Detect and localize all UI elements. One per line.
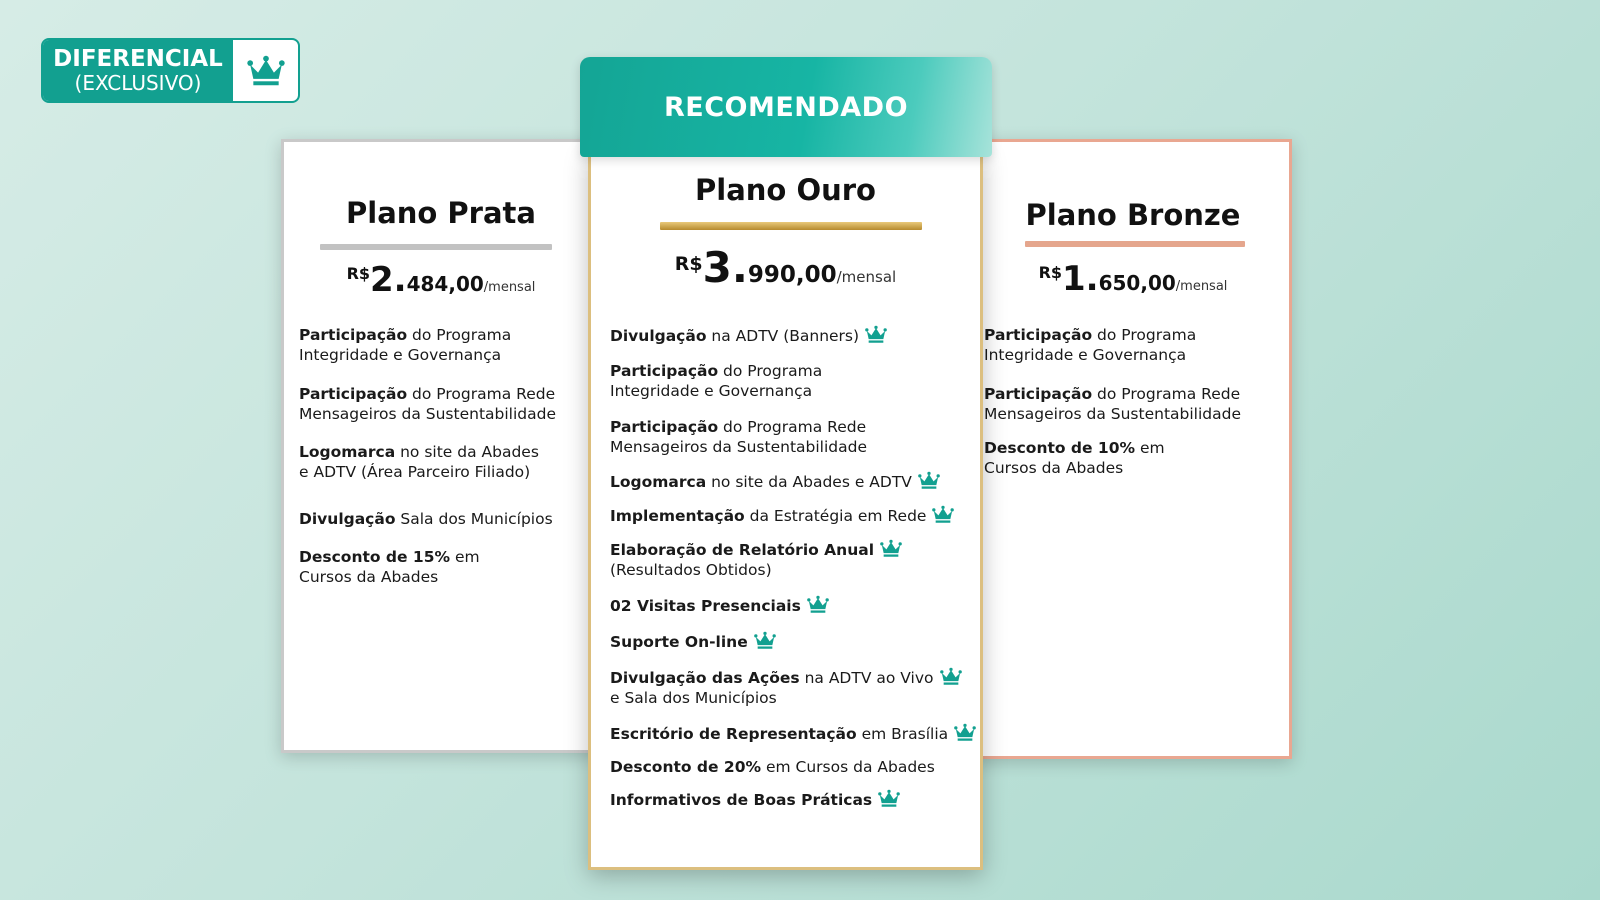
feature-item — [299, 547, 480, 587]
feature-text: em — [450, 548, 480, 566]
feature-text: da Estratégia em Rede — [744, 507, 927, 525]
plan-price — [591, 243, 980, 292]
plan-divider — [320, 244, 552, 250]
crown-icon — [880, 539, 902, 558]
feature-item — [610, 595, 829, 616]
feature-line — [610, 667, 962, 688]
crown-icon — [807, 595, 829, 614]
price-period: /mensal — [836, 268, 897, 286]
feature-line — [299, 442, 539, 462]
price-rest: 650,00 — [1098, 271, 1176, 295]
crown-icon — [954, 723, 976, 742]
feature-bold: Participação — [610, 418, 719, 436]
crown-icon — [918, 471, 940, 490]
feature-item — [984, 438, 1165, 478]
price-big: 2. — [370, 260, 407, 300]
crown-icon — [932, 505, 954, 524]
feature-text: no site da Abades — [395, 443, 539, 461]
feature-text: Sala dos Municípios — [395, 510, 553, 528]
feature-text-line2: Mensageiros da Sustentabilidade — [610, 438, 867, 456]
feature-bold: Escritório de Representação — [610, 725, 857, 743]
feature-text: do Programa — [718, 362, 823, 380]
feature-item — [984, 384, 1241, 424]
feature-text: do Programa Rede — [1092, 385, 1241, 403]
feature-bold: Logomarca — [299, 443, 396, 461]
plan-divider — [1025, 241, 1245, 247]
feature-text-line2: Cursos da Abades — [299, 568, 439, 586]
feature-line — [610, 361, 822, 381]
feature-item — [610, 325, 887, 346]
badge-title: DIFERENCIAL — [53, 46, 223, 72]
feature-text: do Programa Rede — [407, 385, 556, 403]
feature-text-line2: Integridade e Governança — [299, 346, 502, 364]
badge-subtitle: (EXCLUSIVO) — [74, 71, 202, 95]
plan-card-prata[interactable] — [281, 139, 601, 753]
recommended-ribbon — [580, 57, 992, 157]
feature-text: em — [1135, 439, 1165, 457]
feature-text: do Programa — [407, 326, 512, 344]
plan-price — [977, 259, 1289, 299]
feature-text-line2: e ADTV (Área Parceiro Filiado) — [299, 463, 531, 481]
feature-text-line2: Integridade e Governança — [984, 346, 1187, 364]
price-big: 1. — [1062, 259, 1099, 299]
feature-item — [299, 325, 511, 365]
feature-bold: Implementação — [610, 507, 745, 525]
feature-bold: Informativos de Boas Práticas — [610, 791, 873, 809]
feature-item — [610, 505, 954, 526]
feature-line — [299, 325, 511, 345]
feature-item — [610, 757, 935, 777]
feature-bold: Participação — [984, 326, 1093, 344]
feature-item — [610, 417, 867, 457]
plan-title: Plano Prata — [346, 196, 536, 230]
feature-line — [610, 757, 935, 777]
feature-line — [610, 325, 887, 346]
feature-text-line2: e Sala dos Municípios — [610, 689, 777, 707]
feature-item — [610, 667, 962, 708]
feature-item — [610, 471, 940, 492]
feature-item — [610, 361, 822, 401]
feature-line — [984, 438, 1165, 458]
feature-line — [984, 325, 1196, 345]
crown-icon — [940, 667, 962, 686]
price-period: /mensal — [483, 280, 536, 295]
plan-divider — [660, 222, 922, 230]
feature-text-line2: Cursos da Abades — [984, 459, 1124, 477]
plan-card-ouro[interactable] — [588, 150, 983, 870]
feature-text-line2: Mensageiros da Sustentabilidade — [299, 405, 556, 423]
feature-text: na ADTV ao Vivo — [799, 669, 934, 687]
feature-line — [610, 539, 902, 560]
feature-line — [610, 789, 900, 810]
price-big: 3. — [702, 243, 748, 292]
feature-text-line2: Mensageiros da Sustentabilidade — [984, 405, 1241, 423]
price-rest: 990,00 — [747, 262, 837, 288]
plan-card-bronze[interactable] — [974, 139, 1292, 759]
plan-title: Plano Ouro — [695, 173, 876, 207]
feature-bold: Logomarca — [610, 473, 707, 491]
feature-line — [610, 723, 976, 744]
feature-line — [610, 595, 829, 616]
price-period: /mensal — [1175, 279, 1228, 294]
feature-text-line2: (Resultados Obtidos) — [610, 561, 772, 579]
feature-item — [299, 509, 553, 529]
feature-bold: Divulgação das Ações — [610, 669, 800, 687]
feature-item — [610, 789, 900, 810]
crown-icon — [878, 789, 900, 808]
feature-bold: Participação — [610, 362, 719, 380]
feature-item — [610, 723, 976, 744]
feature-bold: Participação — [299, 326, 408, 344]
feature-line — [984, 384, 1241, 404]
feature-bold: Suporte On-line — [610, 633, 748, 651]
price-currency: R$ — [674, 253, 703, 275]
feature-line — [610, 505, 954, 526]
feature-text: em Cursos da Abades — [761, 758, 935, 776]
feature-text: do Programa — [1092, 326, 1197, 344]
feature-line — [299, 547, 480, 567]
feature-bold: Elaboração de Relatório Anual — [610, 541, 875, 559]
feature-text: em Brasília — [856, 725, 949, 743]
feature-item — [984, 325, 1196, 365]
ribbon-label: RECOMENDADO — [663, 91, 909, 123]
feature-bold: Divulgação — [610, 327, 707, 345]
feature-bold: Divulgação — [299, 510, 396, 528]
feature-bold: Participação — [299, 385, 408, 403]
crown-icon — [754, 631, 776, 650]
feature-text: no site da Abades e ADTV — [706, 473, 912, 491]
feature-bold: Participação — [984, 385, 1093, 403]
price-currency: R$ — [346, 264, 371, 283]
diferencial-badge — [41, 38, 300, 103]
feature-line — [610, 417, 867, 437]
feature-line — [610, 471, 940, 492]
feature-item — [610, 631, 776, 652]
badge-text — [43, 40, 233, 101]
feature-item — [610, 539, 902, 580]
feature-text: do Programa Rede — [718, 418, 867, 436]
feature-bold: 02 Visitas Presenciais — [610, 597, 801, 615]
feature-bold: Desconto de 10% — [984, 439, 1136, 457]
badge-icon-area — [233, 40, 298, 101]
feature-text: na ADTV (Banners) — [706, 327, 860, 345]
feature-bold: Desconto de 20% — [610, 758, 762, 776]
plan-title: Plano Bronze — [1025, 198, 1241, 232]
feature-item — [299, 384, 556, 424]
feature-line — [299, 509, 553, 529]
crown-icon — [865, 325, 887, 344]
feature-item — [299, 442, 539, 482]
crown-icon — [247, 54, 285, 88]
price-rest: 484,00 — [406, 272, 484, 296]
feature-bold: Desconto de 15% — [299, 548, 451, 566]
feature-line — [610, 631, 776, 652]
feature-line — [299, 384, 556, 404]
price-currency: R$ — [1038, 263, 1063, 282]
feature-text-line2: Integridade e Governança — [610, 382, 813, 400]
plan-price — [284, 260, 598, 300]
